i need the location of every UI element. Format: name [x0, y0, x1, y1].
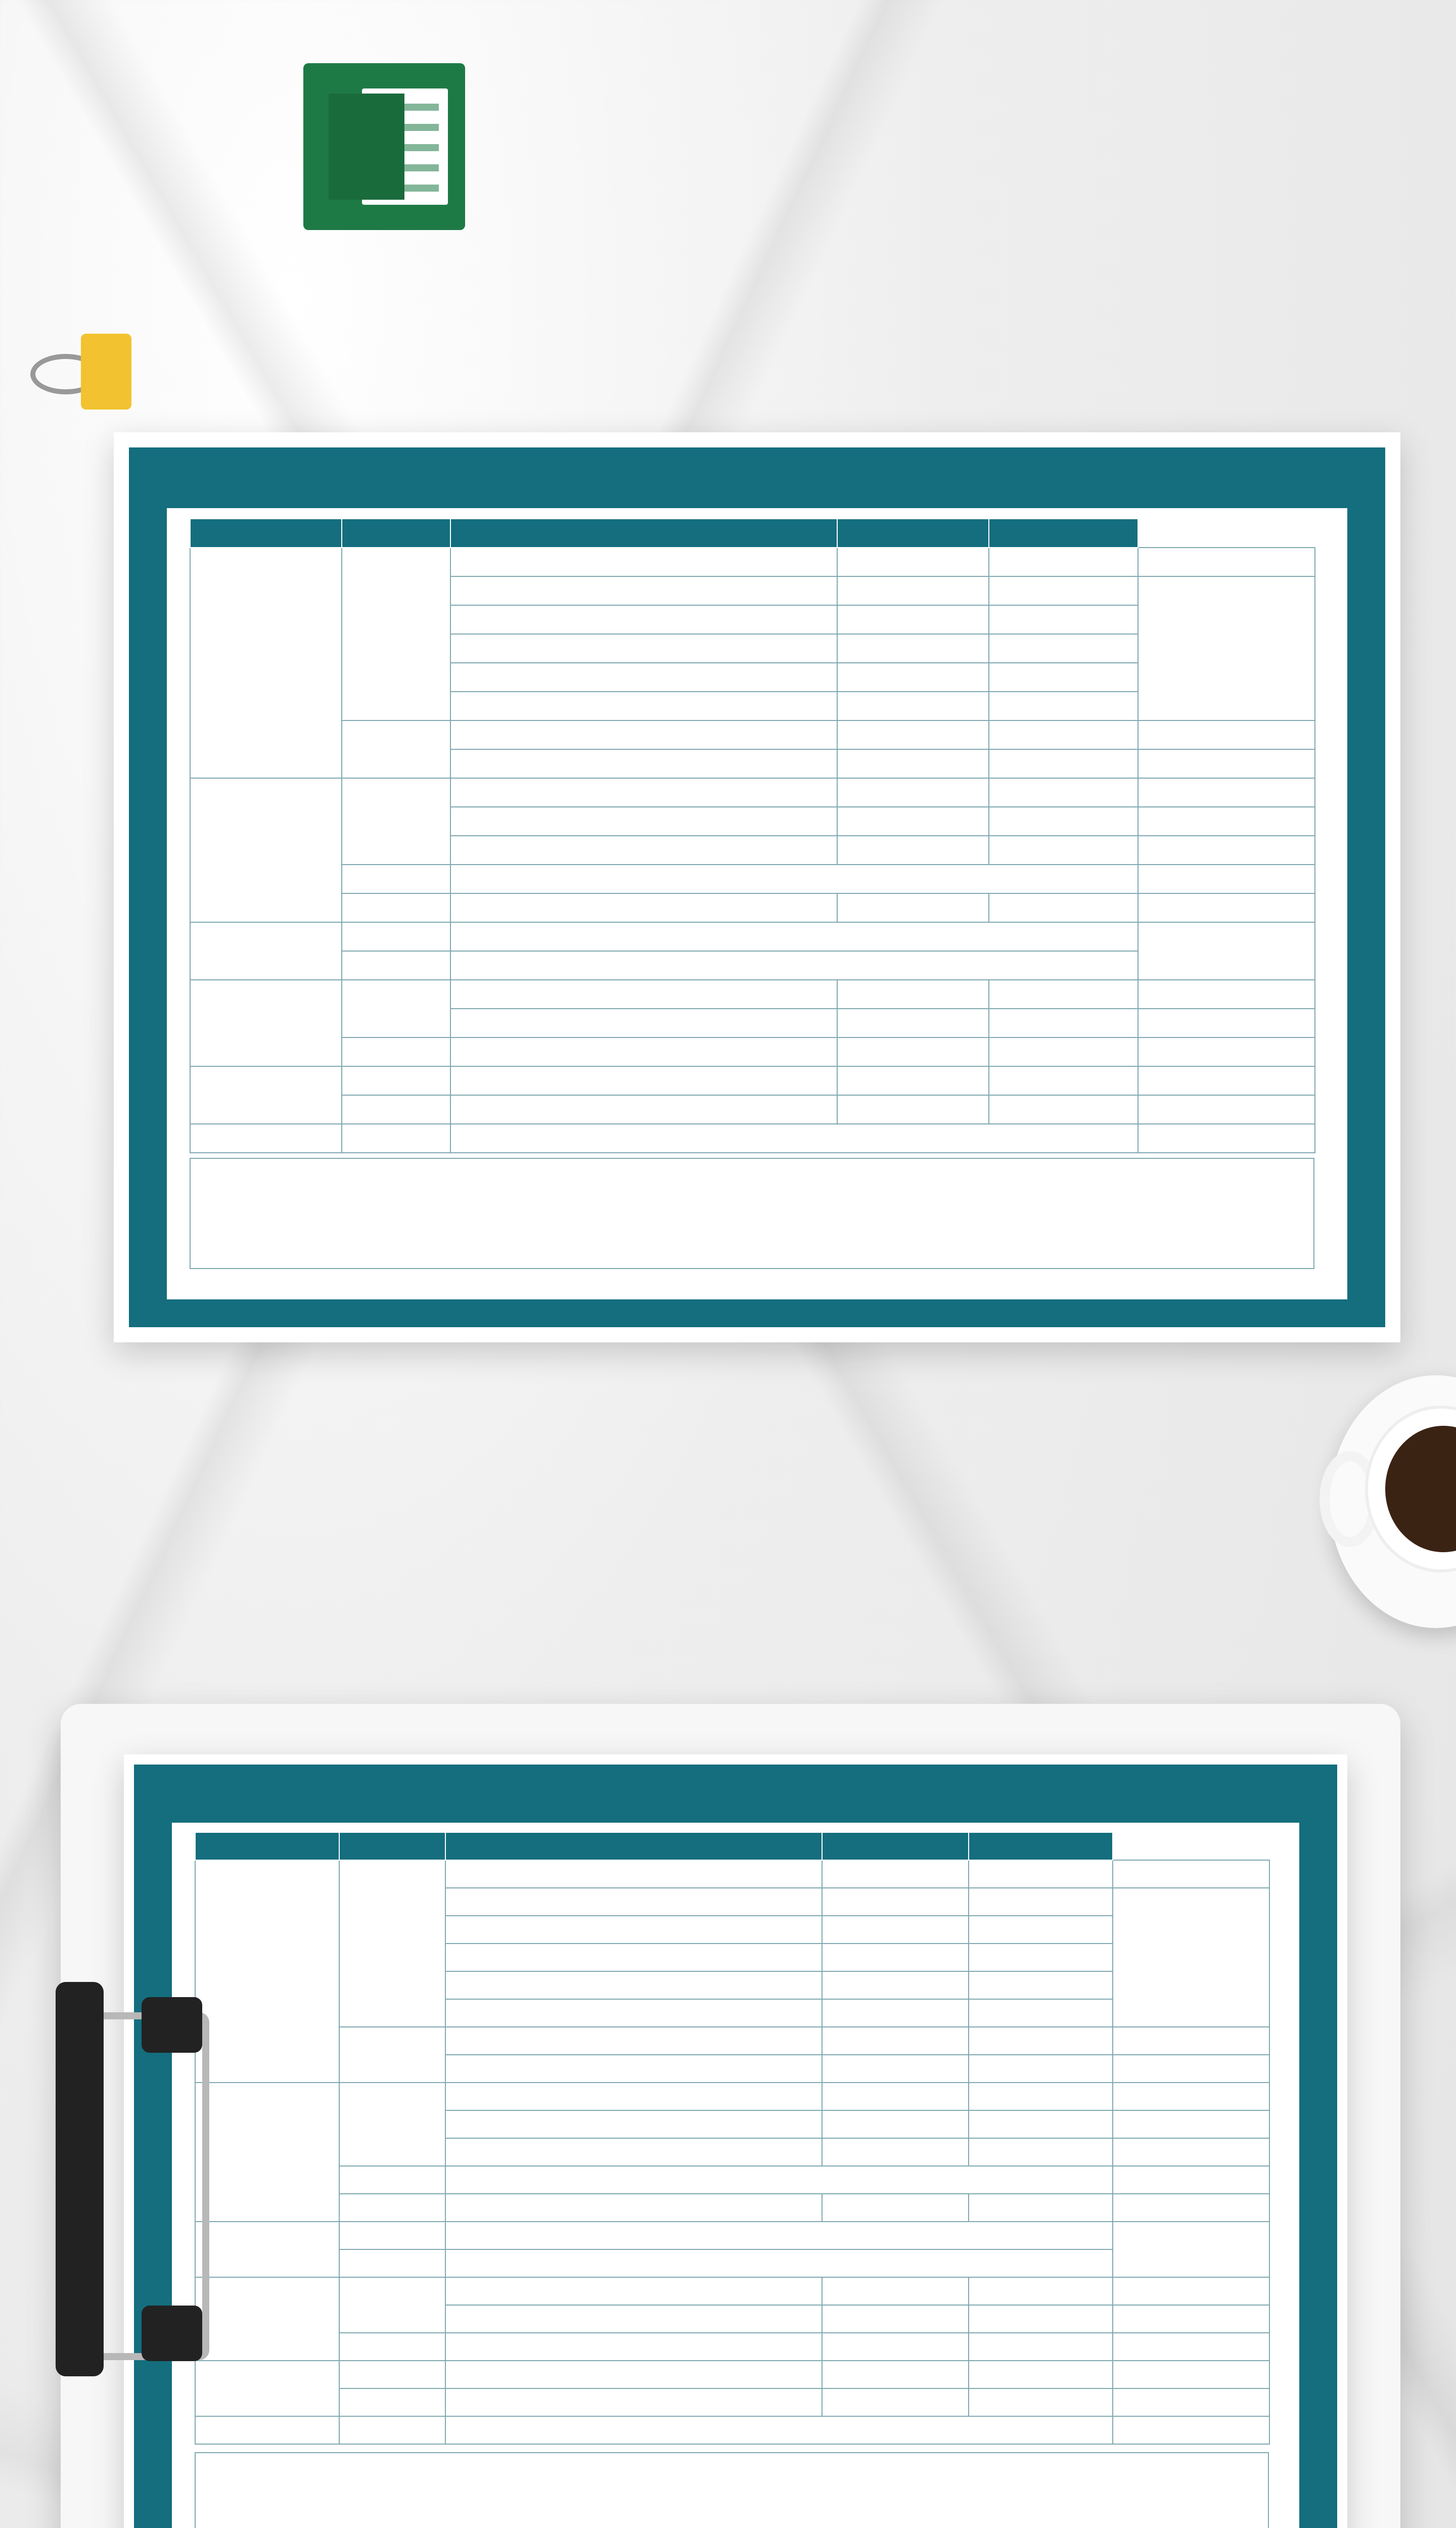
- bw-price-cell: [822, 2055, 969, 2083]
- color-price-cell: [969, 2110, 1113, 2138]
- bw-price-cell: [837, 836, 989, 865]
- item-name-cell: [450, 548, 837, 576]
- note-cell: [1113, 2333, 1269, 2361]
- item-name-cell: [445, 2305, 822, 2333]
- item-name-cell: [450, 1124, 1138, 1153]
- note-cell: [1113, 2138, 1269, 2166]
- size-cell: [339, 2416, 445, 2444]
- size-cell: [339, 2083, 445, 2166]
- color-price-cell: [989, 605, 1138, 634]
- item-name-cell: [450, 634, 837, 663]
- size-cell: [342, 951, 450, 980]
- item-name-cell: [450, 1037, 837, 1066]
- bw-price-cell: [822, 1944, 969, 1971]
- size-cell: [339, 2361, 445, 2388]
- price-table: [195, 1832, 1270, 2445]
- color-price-cell: [969, 2388, 1113, 2416]
- item-name-cell: [450, 720, 837, 749]
- note-cell: [1138, 720, 1315, 749]
- bw-price-cell: [822, 2110, 969, 2138]
- color-price-cell: [969, 2055, 1113, 2083]
- bw-price-cell: [822, 1999, 969, 2027]
- note-cell: [1138, 865, 1315, 893]
- item-name-cell: [450, 893, 837, 922]
- bw-price-cell: [822, 2083, 969, 2110]
- color-price-cell: [989, 893, 1138, 922]
- table-row: [195, 2333, 1269, 2361]
- table-row: [195, 2277, 1269, 2305]
- item-name-cell: [445, 2416, 1113, 2444]
- size-cell: [342, 720, 450, 778]
- table-row: [190, 548, 1315, 576]
- item-name-cell: [450, 692, 837, 720]
- note-cell: [1113, 2416, 1269, 2444]
- bw-price-cell: [837, 893, 989, 922]
- table-row: [195, 2083, 1269, 2110]
- item-name-cell: [445, 2361, 822, 2388]
- bw-price-cell: [822, 2388, 969, 2416]
- bw-price-cell: [822, 2361, 969, 2388]
- remarks-1: [190, 1158, 1314, 1269]
- category-cell: [195, 2361, 339, 2416]
- note-cell: [1138, 836, 1315, 865]
- table-row: [190, 720, 1315, 749]
- note-cell: [1138, 548, 1315, 576]
- note-cell: [1138, 980, 1315, 1009]
- note-cell: [1113, 1888, 1269, 2027]
- table-row: [195, 1860, 1269, 1888]
- note-cell: [1113, 2222, 1269, 2277]
- size-cell: [342, 1124, 450, 1153]
- item-name-cell: [445, 2083, 822, 2110]
- item-name-cell: [445, 1944, 822, 1971]
- color-price-cell: [989, 1066, 1138, 1095]
- color-price-cell: [969, 2138, 1113, 2166]
- note-cell: [1138, 1095, 1315, 1124]
- item-name-cell: [445, 2277, 822, 2305]
- item-name-cell: [450, 663, 837, 692]
- color-price-cell: [969, 2305, 1113, 2333]
- note-cell: [1113, 2388, 1269, 2416]
- note-cell: [1113, 2166, 1269, 2194]
- table-header-row: [195, 1832, 1269, 1860]
- bw-price-cell: [822, 2277, 969, 2305]
- bw-price-cell: [837, 576, 989, 605]
- item-name-cell: [450, 576, 837, 605]
- note-cell: [1113, 2110, 1269, 2138]
- color-price-cell: [989, 1009, 1138, 1037]
- note-cell: [1138, 1009, 1315, 1037]
- color-price-cell: [989, 576, 1138, 605]
- bw-price-cell: [837, 692, 989, 720]
- column-header: [339, 1832, 445, 1860]
- note-cell: [1113, 1860, 1269, 1888]
- bw-price-cell: [837, 778, 989, 807]
- item-name-cell: [450, 836, 837, 865]
- size-cell: [339, 2222, 445, 2249]
- bw-price-cell: [837, 605, 989, 634]
- color-price-cell: [989, 836, 1138, 865]
- category-cell: [190, 1066, 342, 1124]
- item-name-cell: [450, 980, 837, 1009]
- coffee-cup-icon: [1330, 1375, 1456, 1628]
- color-price-cell: [969, 2333, 1113, 2361]
- note-cell: [1138, 807, 1315, 836]
- item-name-cell: [445, 1999, 822, 2027]
- column-header: [445, 1832, 822, 1860]
- category-cell: [190, 778, 342, 922]
- bw-price-cell: [837, 634, 989, 663]
- size-cell: [342, 980, 450, 1037]
- item-name-cell: [445, 2055, 822, 2083]
- category-cell: [190, 1124, 342, 1153]
- size-cell: [339, 2166, 445, 2194]
- color-price-cell: [969, 2361, 1113, 2388]
- excel-icon: [303, 63, 465, 230]
- size-cell: [342, 1037, 450, 1066]
- column-header: [969, 1832, 1113, 1860]
- bw-price-cell: [822, 2305, 969, 2333]
- size-cell: [339, 2027, 445, 2083]
- bw-price-cell: [822, 1971, 969, 1999]
- table-row: [195, 2416, 1269, 2444]
- table-row: [195, 2388, 1269, 2416]
- note-cell: [1113, 2277, 1269, 2305]
- table-row: [195, 2166, 1269, 2194]
- item-name-cell: [450, 1095, 837, 1124]
- table-row: [195, 2222, 1269, 2249]
- clipboard-clip: [56, 1982, 207, 2376]
- table-row: [190, 1124, 1315, 1153]
- table-row: [190, 778, 1315, 807]
- color-price-cell: [969, 2083, 1113, 2110]
- category-cell: [195, 2416, 339, 2444]
- color-price-cell: [989, 1037, 1138, 1066]
- table-row: [190, 922, 1315, 951]
- item-name-cell: [450, 807, 837, 836]
- item-name-cell: [450, 865, 1138, 893]
- note-cell: [1138, 778, 1315, 807]
- table-row: [195, 2194, 1269, 2222]
- size-cell: [342, 893, 450, 922]
- column-header: [342, 519, 450, 548]
- item-name-cell: [445, 2166, 1113, 2194]
- item-name-cell: [445, 2138, 822, 2166]
- size-cell: [339, 1860, 445, 2027]
- price-sheet-card-1: [114, 432, 1400, 1342]
- item-name-cell: [445, 2249, 1113, 2277]
- note-cell: [1138, 1124, 1315, 1153]
- bw-price-cell: [837, 1066, 989, 1095]
- table-row: [190, 893, 1315, 922]
- item-name-cell: [445, 1860, 822, 1888]
- bw-price-cell: [837, 548, 989, 576]
- column-header: [837, 519, 989, 548]
- table-row: [190, 865, 1315, 893]
- item-name-cell: [450, 605, 837, 634]
- bw-price-cell: [837, 807, 989, 836]
- note-cell: [1138, 749, 1315, 778]
- category-cell: [195, 2083, 339, 2222]
- category-cell: [190, 548, 342, 778]
- size-cell: [339, 2194, 445, 2222]
- note-cell: [1113, 2194, 1269, 2222]
- note-cell: [1138, 1066, 1315, 1095]
- note-cell: [1113, 2305, 1269, 2333]
- note-cell: [1113, 2027, 1269, 2055]
- size-cell: [342, 865, 450, 893]
- item-name-cell: [450, 1066, 837, 1095]
- size-cell: [342, 548, 450, 720]
- color-price-cell: [969, 2027, 1113, 2055]
- price-sheet-card-2: [124, 1754, 1347, 2528]
- color-price-cell: [969, 1944, 1113, 1971]
- size-cell: [342, 778, 450, 865]
- color-price-cell: [989, 692, 1138, 720]
- bw-price-cell: [822, 1888, 969, 1916]
- category-cell: [195, 2222, 339, 2277]
- bw-price-cell: [837, 1037, 989, 1066]
- color-price-cell: [969, 1971, 1113, 1999]
- color-price-cell: [969, 1888, 1113, 1916]
- bw-price-cell: [837, 663, 989, 692]
- size-cell: [339, 2388, 445, 2416]
- size-cell: [339, 2333, 445, 2361]
- color-price-cell: [989, 1095, 1138, 1124]
- item-name-cell: [445, 2333, 822, 2361]
- item-name-cell: [450, 1009, 837, 1037]
- color-price-cell: [989, 634, 1138, 663]
- bw-price-cell: [822, 2138, 969, 2166]
- remarks-2: [195, 2452, 1269, 2528]
- color-price-cell: [969, 1916, 1113, 1944]
- item-name-cell: [450, 922, 1138, 951]
- column-header: [822, 1832, 969, 1860]
- color-price-cell: [969, 2277, 1113, 2305]
- bw-price-cell: [822, 2027, 969, 2055]
- item-name-cell: [445, 2388, 822, 2416]
- column-header: [190, 519, 342, 548]
- size-cell: [342, 922, 450, 951]
- bw-price-cell: [837, 720, 989, 749]
- bw-price-cell: [837, 1095, 989, 1124]
- note-cell: [1138, 576, 1315, 720]
- color-price-cell: [989, 663, 1138, 692]
- category-cell: [195, 2277, 339, 2361]
- color-price-cell: [989, 807, 1138, 836]
- price-table: [190, 518, 1315, 1153]
- bw-price-cell: [822, 2194, 969, 2222]
- item-name-cell: [445, 2194, 822, 2222]
- item-name-cell: [445, 1888, 822, 1916]
- size-cell: [339, 2277, 445, 2333]
- note-cell: [1138, 893, 1315, 922]
- bw-price-cell: [837, 749, 989, 778]
- item-name-cell: [445, 1916, 822, 1944]
- column-header: [989, 519, 1138, 548]
- category-cell: [190, 922, 342, 980]
- column-header: [450, 519, 837, 548]
- item-name-cell: [445, 2222, 1113, 2249]
- color-price-cell: [969, 2194, 1113, 2222]
- category-cell: [195, 1860, 339, 2083]
- item-name-cell: [445, 1971, 822, 1999]
- color-price-cell: [969, 1999, 1113, 2027]
- table-row: [190, 980, 1315, 1009]
- item-name-cell: [450, 951, 1138, 980]
- bw-price-cell: [822, 2333, 969, 2361]
- bw-price-cell: [837, 1009, 989, 1037]
- table-row: [190, 1037, 1315, 1066]
- size-cell: [342, 1095, 450, 1124]
- note-cell: [1113, 2361, 1269, 2388]
- note-cell: [1113, 2055, 1269, 2083]
- table-row: [195, 2361, 1269, 2388]
- color-price-cell: [989, 548, 1138, 576]
- table-header-row: [190, 519, 1315, 548]
- color-price-cell: [969, 1860, 1113, 1888]
- item-name-cell: [450, 749, 837, 778]
- bw-price-cell: [822, 1916, 969, 1944]
- column-header: [195, 1832, 339, 1860]
- binder-clip-icon: [30, 324, 111, 399]
- item-name-cell: [445, 2110, 822, 2138]
- table-row: [195, 2027, 1269, 2055]
- color-price-cell: [989, 749, 1138, 778]
- note-cell: [1138, 1037, 1315, 1066]
- table-row: [190, 1095, 1315, 1124]
- table-row: [190, 1066, 1315, 1095]
- bw-price-cell: [837, 980, 989, 1009]
- size-cell: [342, 1066, 450, 1095]
- note-cell: [1138, 922, 1315, 980]
- color-price-cell: [989, 980, 1138, 1009]
- item-name-cell: [445, 2027, 822, 2055]
- color-price-cell: [989, 720, 1138, 749]
- color-price-cell: [989, 778, 1138, 807]
- item-name-cell: [450, 778, 837, 807]
- note-cell: [1113, 2083, 1269, 2110]
- size-cell: [339, 2249, 445, 2277]
- category-cell: [190, 980, 342, 1066]
- table-row: [195, 2249, 1269, 2277]
- bw-price-cell: [822, 1860, 969, 1888]
